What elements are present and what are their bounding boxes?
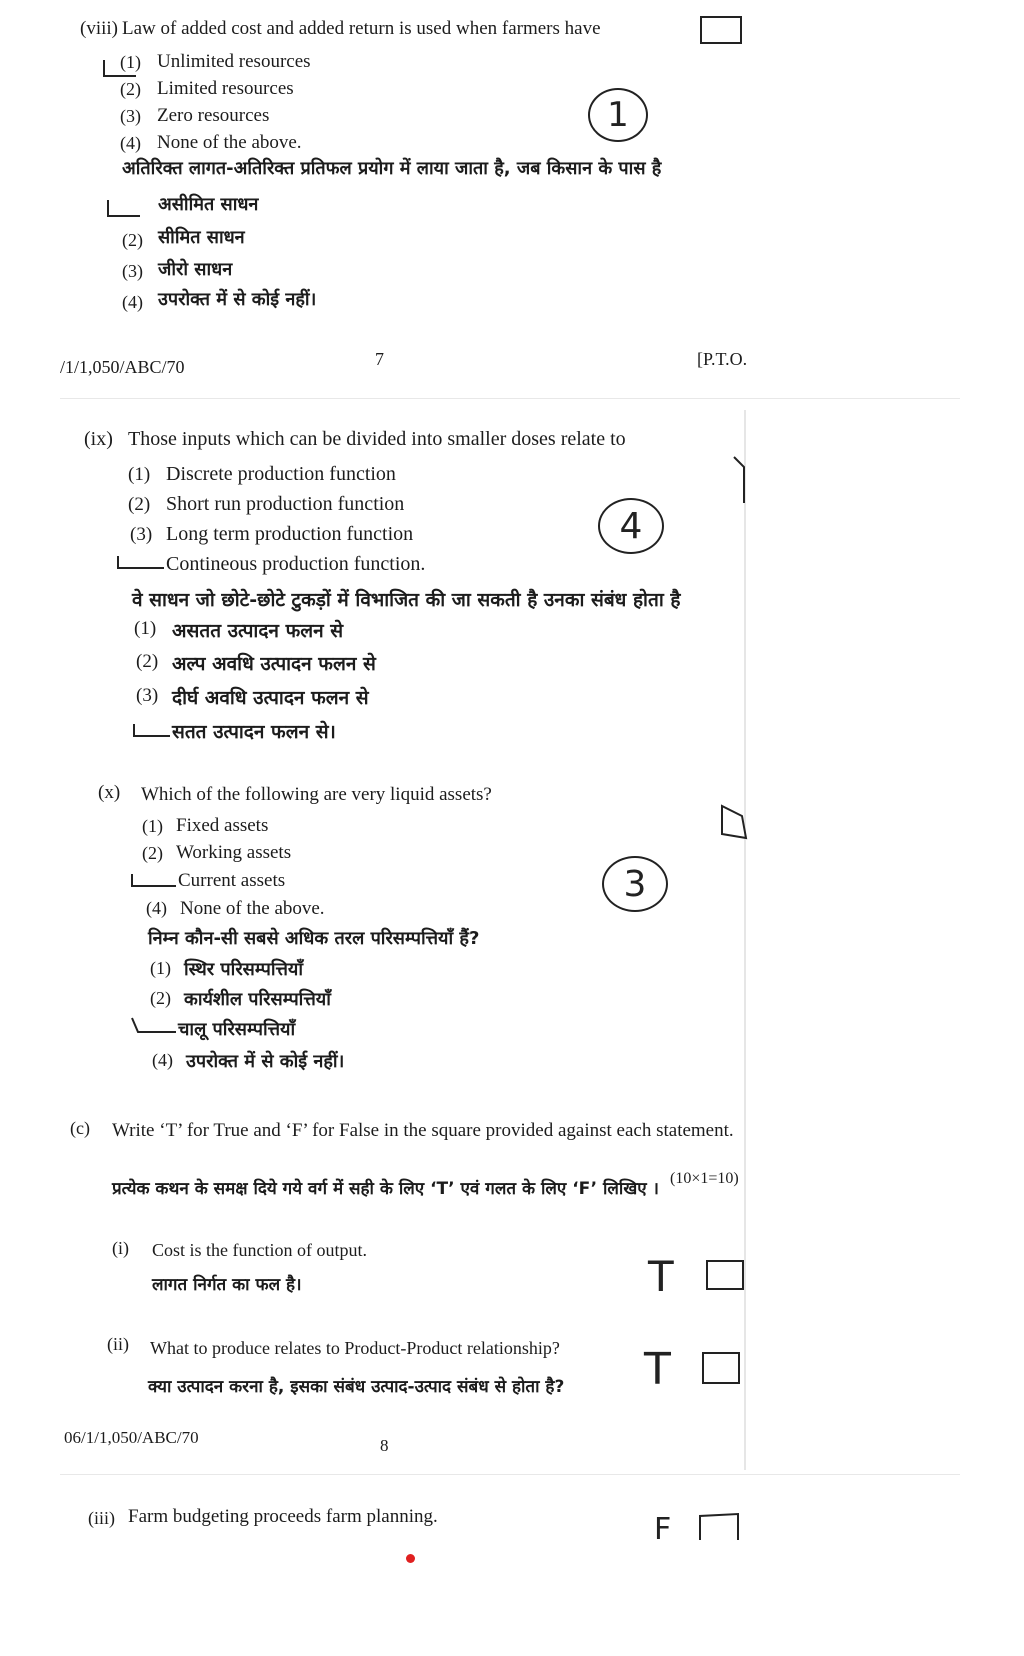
q10-opt4-num: (4): [146, 898, 167, 918]
q9-option-3-hi: दीर्घ अवधि उत्पादन फलन से: [172, 687, 369, 709]
q10-opt2-num: (2): [142, 843, 163, 863]
q8-question-en: Law of added cost and added return is used when farmers have: [122, 18, 601, 39]
q8-option-2-hi: सीमित साधन: [158, 227, 245, 248]
q9-option-1-hi: असतत उत्पादन फलन से: [172, 620, 344, 642]
page7-code: /1/1,050/ABC/70: [60, 357, 185, 377]
q8-answer-circle: [588, 88, 648, 142]
q10-hi-tick-mark: [128, 1016, 178, 1038]
page-divider: [60, 398, 960, 399]
q8-opt1-num: (1): [120, 52, 141, 72]
q9-option-3-en: Long term production function: [166, 523, 414, 545]
q9-question-hi: वे साधन जो छोटे-छोटे टुकड़ों में विभाजित की जा सकती है उनका संबंध होता है: [132, 589, 681, 611]
c-item-2-answer-box[interactable]: [702, 1352, 740, 1384]
page8-code: 06/1/1,050/ABC/70: [64, 1428, 199, 1447]
c-item-3-en: Farm budgeting proceeds farm planning.: [128, 1506, 438, 1527]
q8-question-hi: अतिरिक्त लागत-अतिरिक्त प्रतिफल प्रयोग में लाया जाता है, जब किसान के पास है: [122, 158, 662, 179]
q10-tick-mark: [128, 872, 180, 892]
q10-option-4-en: None of the above.: [180, 898, 325, 919]
q9-hi-opt1-num: (1): [134, 618, 157, 639]
q10-hi-opt2-num: (2): [150, 988, 171, 1008]
q10-hi-opt4-num: (4): [152, 1050, 173, 1070]
q9-answer-box-edge: [730, 455, 750, 505]
page7-number: 7: [375, 349, 384, 369]
q9-opt1-num: (1): [128, 464, 151, 485]
q8-hi-opt4-num: (4): [122, 292, 143, 312]
q9-hi-opt3-num: (3): [136, 685, 159, 706]
q9-opt3-num: (3): [130, 524, 153, 545]
section-c-instruction-hi: प्रत्येक कथन के समक्ष दिये गये वर्ग में सही के लिए ‘T’ एवं गलत के लिए ‘F’ लिखिए ।: [112, 1179, 659, 1199]
q8-hi-tick-mark: [104, 196, 144, 220]
q8-opt2-num: (2): [120, 79, 141, 99]
section-c-marks: (10×1=10): [670, 1170, 739, 1187]
q9-opt2-num: (2): [128, 494, 151, 515]
q10-answer-circle: [602, 856, 668, 912]
c-item-2-label: (ii): [107, 1334, 129, 1354]
q9-label: (ix): [84, 428, 113, 450]
q10-hi-opt1-num: (1): [150, 958, 171, 978]
q10-handwritten-answer: 3: [623, 863, 647, 905]
red-dot: [406, 1554, 415, 1563]
section-c-label: (c): [70, 1118, 90, 1138]
q10-answer-box-edge: [718, 802, 750, 842]
q8-hi-opt3-num: (3): [122, 261, 143, 281]
section-c-instruction-en: Write ‘T’ for True and ‘F’ for False in the square provided against each statement.: [112, 1120, 734, 1141]
c-item-1-answer-box[interactable]: [706, 1260, 744, 1290]
c-item-1-label: (i): [112, 1238, 129, 1258]
q8-option-2-en: Limited resources: [157, 78, 294, 99]
q9-option-4-en: Contineous production function.: [166, 553, 426, 575]
q10-opt1-num: (1): [142, 816, 163, 836]
q10-option-1-hi: स्थिर परिसम्पत्तियाँ: [184, 959, 304, 980]
q10-option-3-en: Current assets: [178, 870, 286, 891]
c-item-2-handwritten-answer: T: [644, 1344, 671, 1395]
q8-label: (viii): [80, 18, 118, 39]
q8-answer-box[interactable]: [700, 16, 742, 44]
q10-option-3-hi: चालू परिसम्पत्तियाँ: [178, 1019, 296, 1040]
c-item-2-hi: क्या उत्पादन करना है, इसका संबंध उत्पाद-उत्पाद संबंध से होता है?: [148, 1377, 565, 1397]
q9-option-1-en: Discrete production function: [166, 463, 396, 485]
q8-handwritten-answer: 1: [607, 95, 629, 135]
q8-option-3-hi: जीरो साधन: [158, 259, 233, 280]
q10-option-2-hi: कार्यशील परिसम्पत्तियाँ: [184, 989, 331, 1010]
c-item-3-answer-box[interactable]: [698, 1512, 742, 1542]
q8-hi-opt2-num: (2): [122, 230, 143, 250]
q8-option-3-en: Zero resources: [157, 105, 270, 126]
q9-hi-tick-mark: [130, 722, 174, 742]
q8-option-4-en: None of the above.: [157, 132, 302, 153]
q9-option-2-hi: अल्प अवधि उत्पादन फलन से: [172, 653, 376, 675]
q9-question-en: Those inputs which can be divided into smaller doses relate to: [128, 428, 626, 450]
page8-number: 8: [380, 1436, 389, 1455]
page7-pto: [P.T.O.: [697, 349, 748, 369]
q10-option-1-en: Fixed assets: [176, 815, 269, 836]
q8-option-1-hi: असीमित साधन: [158, 194, 259, 215]
page-edge-line: [744, 410, 746, 1470]
q9-option-2-en: Short run production function: [166, 493, 405, 515]
q9-answer-circle: [598, 498, 664, 554]
q9-handwritten-answer: 4: [619, 505, 643, 547]
q10-question-hi: निम्न कौन-सी सबसे अधिक तरल परिसम्पत्तियाँ हैं?: [148, 928, 480, 949]
q10-label: (x): [98, 782, 121, 803]
q9-hi-opt2-num: (2): [136, 651, 159, 672]
q10-option-2-en: Working assets: [176, 842, 292, 863]
q8-opt4-num: (4): [120, 133, 141, 153]
q8-option-1-en: Unlimited resources: [157, 51, 311, 72]
q9-option-4-hi: सतत उत्पादन फलन से।: [172, 721, 336, 743]
q10-option-4-hi: उपरोक्त में से कोई नहीं।: [186, 1051, 345, 1072]
c-item-1-en: Cost is the function of output.: [152, 1240, 367, 1260]
c-item-3-handwritten-answer: F: [654, 1512, 672, 1547]
q9-tick-mark: [114, 554, 166, 574]
c-item-1-hi: लागत निर्गत का फल है।: [152, 1275, 302, 1295]
q10-question-en: Which of the following are very liquid assets?: [141, 784, 492, 805]
c-item-3-label: (iii): [88, 1508, 115, 1528]
q8-opt3-num: (3): [120, 106, 141, 126]
c-item-2-en: What to produce relates to Product-Product relationship?: [150, 1338, 560, 1358]
c-item-1-handwritten-answer: T: [648, 1252, 674, 1301]
q8-option-4-hi: उपरोक्त में से कोई नहीं।: [158, 289, 317, 310]
page-divider-2: [60, 1474, 960, 1475]
